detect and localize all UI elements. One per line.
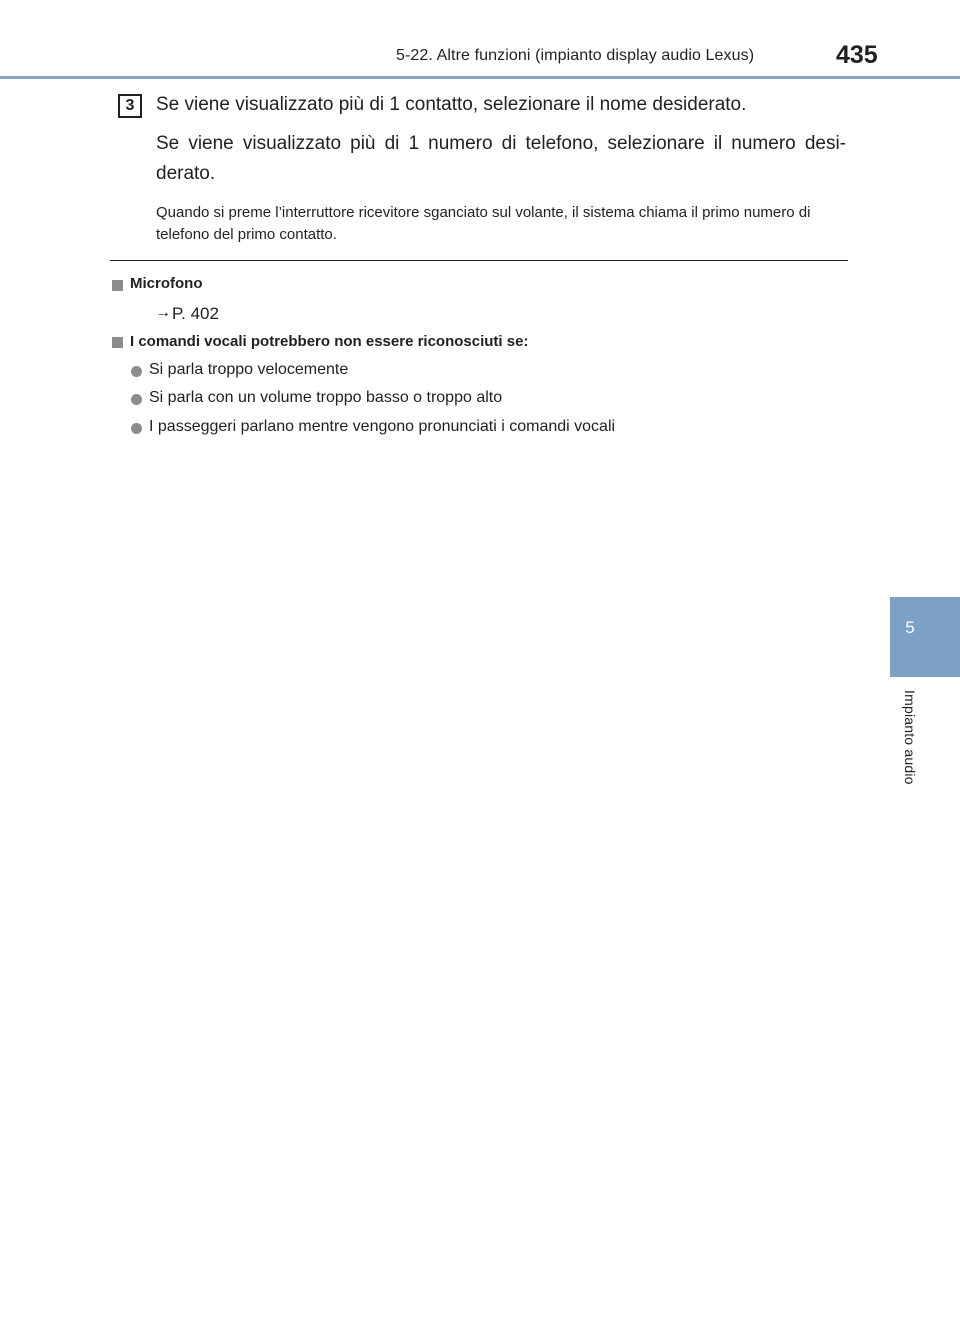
step-instruction-2-cont: derato. bbox=[156, 163, 216, 184]
step-instruction-1: Se viene visualizzato più di 1 contatto, selezionare il nome desiderato. bbox=[156, 94, 747, 115]
step-note: Quando si preme l’interruttore ricevitore sganciato sul volante, il sistema chiama il primo numero di telefono del primo contatto. bbox=[156, 204, 811, 243]
round-bullet-icon bbox=[131, 366, 142, 377]
header-rule bbox=[0, 76, 960, 79]
arrow-right-icon: → bbox=[155, 304, 171, 321]
step-instruction-2: Se viene visualizzato più di 1 numero di telefono, selezionare il numero desi- bbox=[156, 133, 846, 154]
heading-microfono: Microfono bbox=[130, 275, 203, 292]
list-item: I passeggeri parlano mentre vengono pronunciati i comandi vocali bbox=[149, 418, 616, 435]
heading-comandi-vocali: I comandi vocali potrebbero non essere riconosciuti se: bbox=[130, 333, 529, 350]
round-bullet-icon bbox=[131, 394, 142, 405]
chapter-label: Impianto audio bbox=[902, 690, 918, 785]
page-number: 435 bbox=[836, 41, 878, 69]
chapter-number: 5 bbox=[905, 618, 915, 637]
square-bullet-icon bbox=[112, 337, 123, 348]
round-bullet-icon bbox=[131, 423, 142, 434]
list-item: Si parla troppo velocemente bbox=[149, 361, 349, 378]
step-number-badge: 3 bbox=[118, 94, 142, 118]
list-item: Si parla con un volume troppo basso o troppo alto bbox=[149, 389, 503, 406]
square-bullet-icon bbox=[112, 280, 123, 291]
section-title: 5-22. Altre funzioni (impianto display audio Lexus) bbox=[396, 47, 755, 64]
section-divider bbox=[110, 260, 848, 261]
page-reference-link[interactable]: P. 402 bbox=[172, 304, 219, 323]
